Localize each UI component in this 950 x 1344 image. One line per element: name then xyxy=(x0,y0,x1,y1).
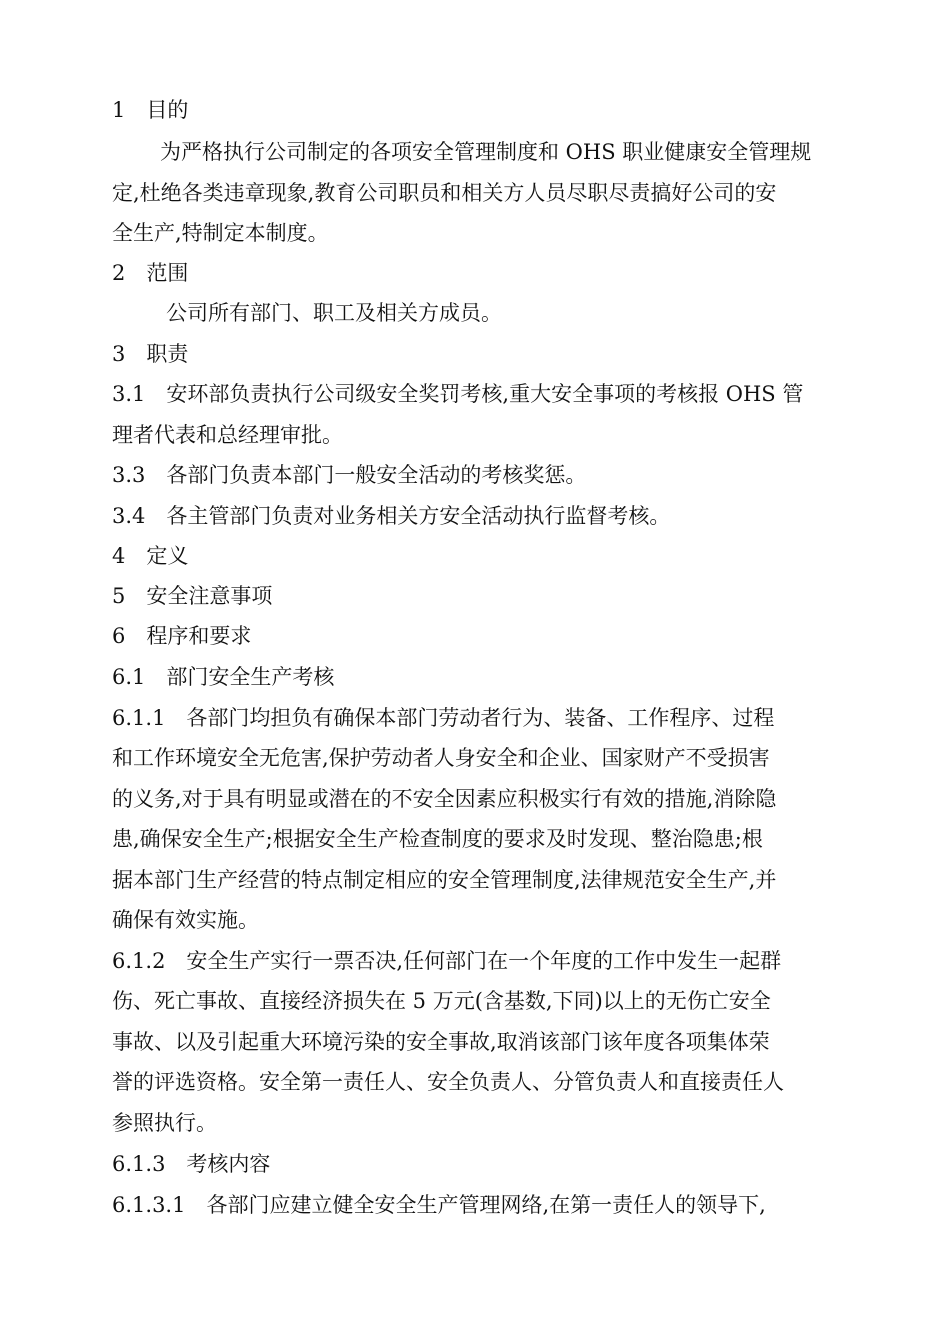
clause-6-1-2: 6.1.2 安全生产实行一票否决,任何部门在一个年度的工作中发生一起群 xyxy=(112,949,782,973)
clause-6-1-3-1: 6.1.3.1 各部门应建立健全安全生产管理网络,在第一责任人的领导下, xyxy=(112,1193,766,1217)
paragraph-line: 伤、死亡事故、直接经济损失在 5 万元(含基数,下同)以上的无伤亡安全 xyxy=(112,989,771,1013)
heading-4-definitions: 4 定义 xyxy=(112,544,189,568)
clause-3-1: 3.1 安环部负责执行公司级安全奖罚考核,重大安全事项的考核报 OHS 管 xyxy=(112,382,804,406)
paragraph-line: 确保有效实施。 xyxy=(112,908,259,932)
heading-6-procedure: 6 程序和要求 xyxy=(112,624,252,648)
heading-2-scope: 2 范围 xyxy=(112,261,189,285)
paragraph-line: 和工作环境安全无危害,保护劳动者人身安全和企业、国家财产不受损害 xyxy=(112,746,770,770)
clause-6-1-1: 6.1.1 各部门均担负有确保本部门劳动者行为、装备、工作程序、过程 xyxy=(112,706,775,730)
paragraph-line: 定,杜绝各类违章现象,教育公司职员和相关方人员尽职尽责搞好公司的安 xyxy=(112,181,777,205)
paragraph-line: 为严格执行公司制定的各项安全管理制度和 OHS 职业健康安全管理规 xyxy=(160,140,812,164)
heading-1-purpose: 1 目的 xyxy=(112,98,189,122)
clause-3-3: 3.3 各部门负责本部门一般安全活动的考核奖惩。 xyxy=(112,463,587,487)
paragraph-line: 全生产,特制定本制度。 xyxy=(112,221,329,245)
clause-6-1-3: 6.1.3 考核内容 xyxy=(112,1152,271,1176)
paragraph-line: 事故、以及引起重大环境污染的安全事故,取消该部门该年度各项集体荣 xyxy=(112,1030,770,1054)
paragraph-line: 理者代表和总经理审批。 xyxy=(112,423,343,447)
paragraph-line: 患,确保安全生产;根据安全生产检查制度的要求及时发现、整治隐患;根 xyxy=(112,827,763,851)
clause-3-4: 3.4 各主管部门负责对业务相关方安全活动执行监督考核。 xyxy=(112,504,671,528)
paragraph-line: 誉的评选资格。安全第一责任人、安全负责人、分管负责人和直接责任人 xyxy=(112,1070,784,1094)
paragraph-line: 的义务,对于具有明显或潜在的不安全因素应积极实行有效的措施,消除隐 xyxy=(112,787,777,811)
heading-3-responsibilities: 3 职责 xyxy=(112,342,189,366)
clause-6-1: 6.1 部门安全生产考核 xyxy=(112,665,335,689)
paragraph-line: 据本部门生产经营的特点制定相应的安全管理制度,法律规范安全生产,并 xyxy=(112,868,777,892)
paragraph-line: 公司所有部门、职工及相关方成员。 xyxy=(166,301,502,325)
heading-5-safety-notes: 5 安全注意事项 xyxy=(112,584,273,608)
paragraph-line: 参照执行。 xyxy=(112,1111,217,1135)
